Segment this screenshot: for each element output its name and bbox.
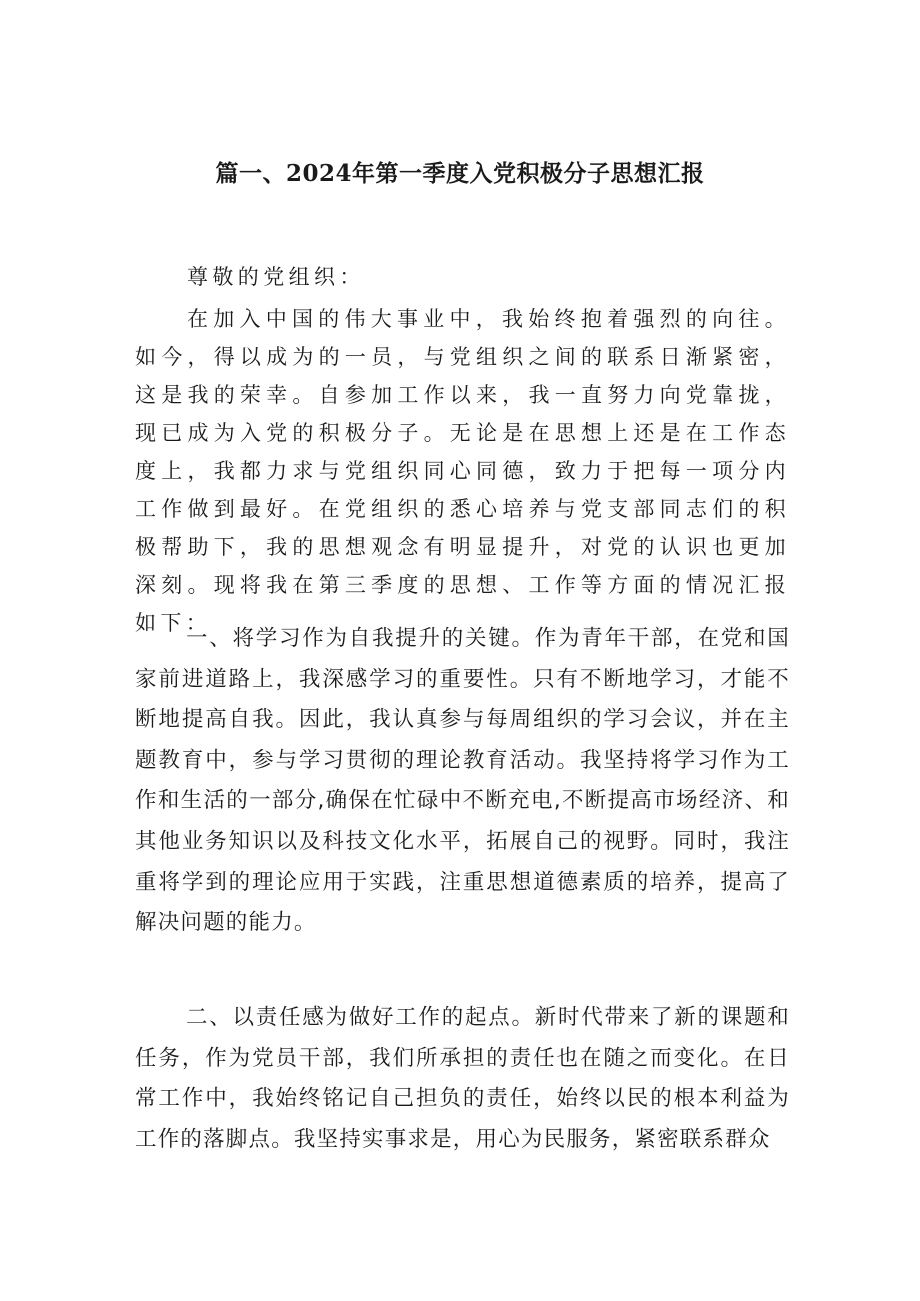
section-two-text: 二、以责任感为做好工作的起点。新时代带来了新的课题和任务，作为党员干部，我们所承担的责任也在随之而变化。在日常工作中，我始终铭记自己担负的责任，始终以民的根本利益为工作的落脚点。我坚持实事求是，用心为民服务，紧密联系群众 xyxy=(135,1005,790,1152)
intro-text: 在加入中国的伟大事业中，我始终抱着强烈的向往。如今，得以成为的一员，与党组织之间的联系日渐紧密，这是我的荣幸。自参加工作以来，我一直努力向党靠拢，现已成为入党的积极分子。无论是在思想上还是在工作态度上，我都力求与党组织同心同德，致力于把每一项分内工作做到最好。在党组织的悉心培养与党支部同志们的积极帮助下，我的思想观念有明显提升，对党的认识也更加深刻。现将我在第三季度的思想、工作等方面的情况汇报如下： xyxy=(135,307,790,635)
section-two-paragraph xyxy=(135,998,790,1160)
section-one-paragraph xyxy=(135,619,790,944)
document-title: 篇一、2024年第一季度入党积极分子思想汇报 xyxy=(215,160,705,187)
intro-paragraph xyxy=(135,300,790,642)
salutation xyxy=(135,258,790,296)
salutation-text: 尊敬的党组织： xyxy=(187,265,365,289)
section-one-text: 一、将学习作为自我提升的关键。作为青年干部，在党和国家前进道路上，我深感学习的重要性。只有不断地学习，才能不断地提高自我。因此，我认真参与每周组织的学习会议，并在主题教育中，参与学习贯彻的理论教育活动。我坚持将学习作为工作和生活的一部分,确保在忙碌中不断充电,不断提高市场经济、和其他业务知识以及科技文化水平，拓展自己的视野。同时，我注重将学到的理论应用于实践，注重思想道德素质的培养，提高了解决问题的能力。 xyxy=(135,626,790,936)
